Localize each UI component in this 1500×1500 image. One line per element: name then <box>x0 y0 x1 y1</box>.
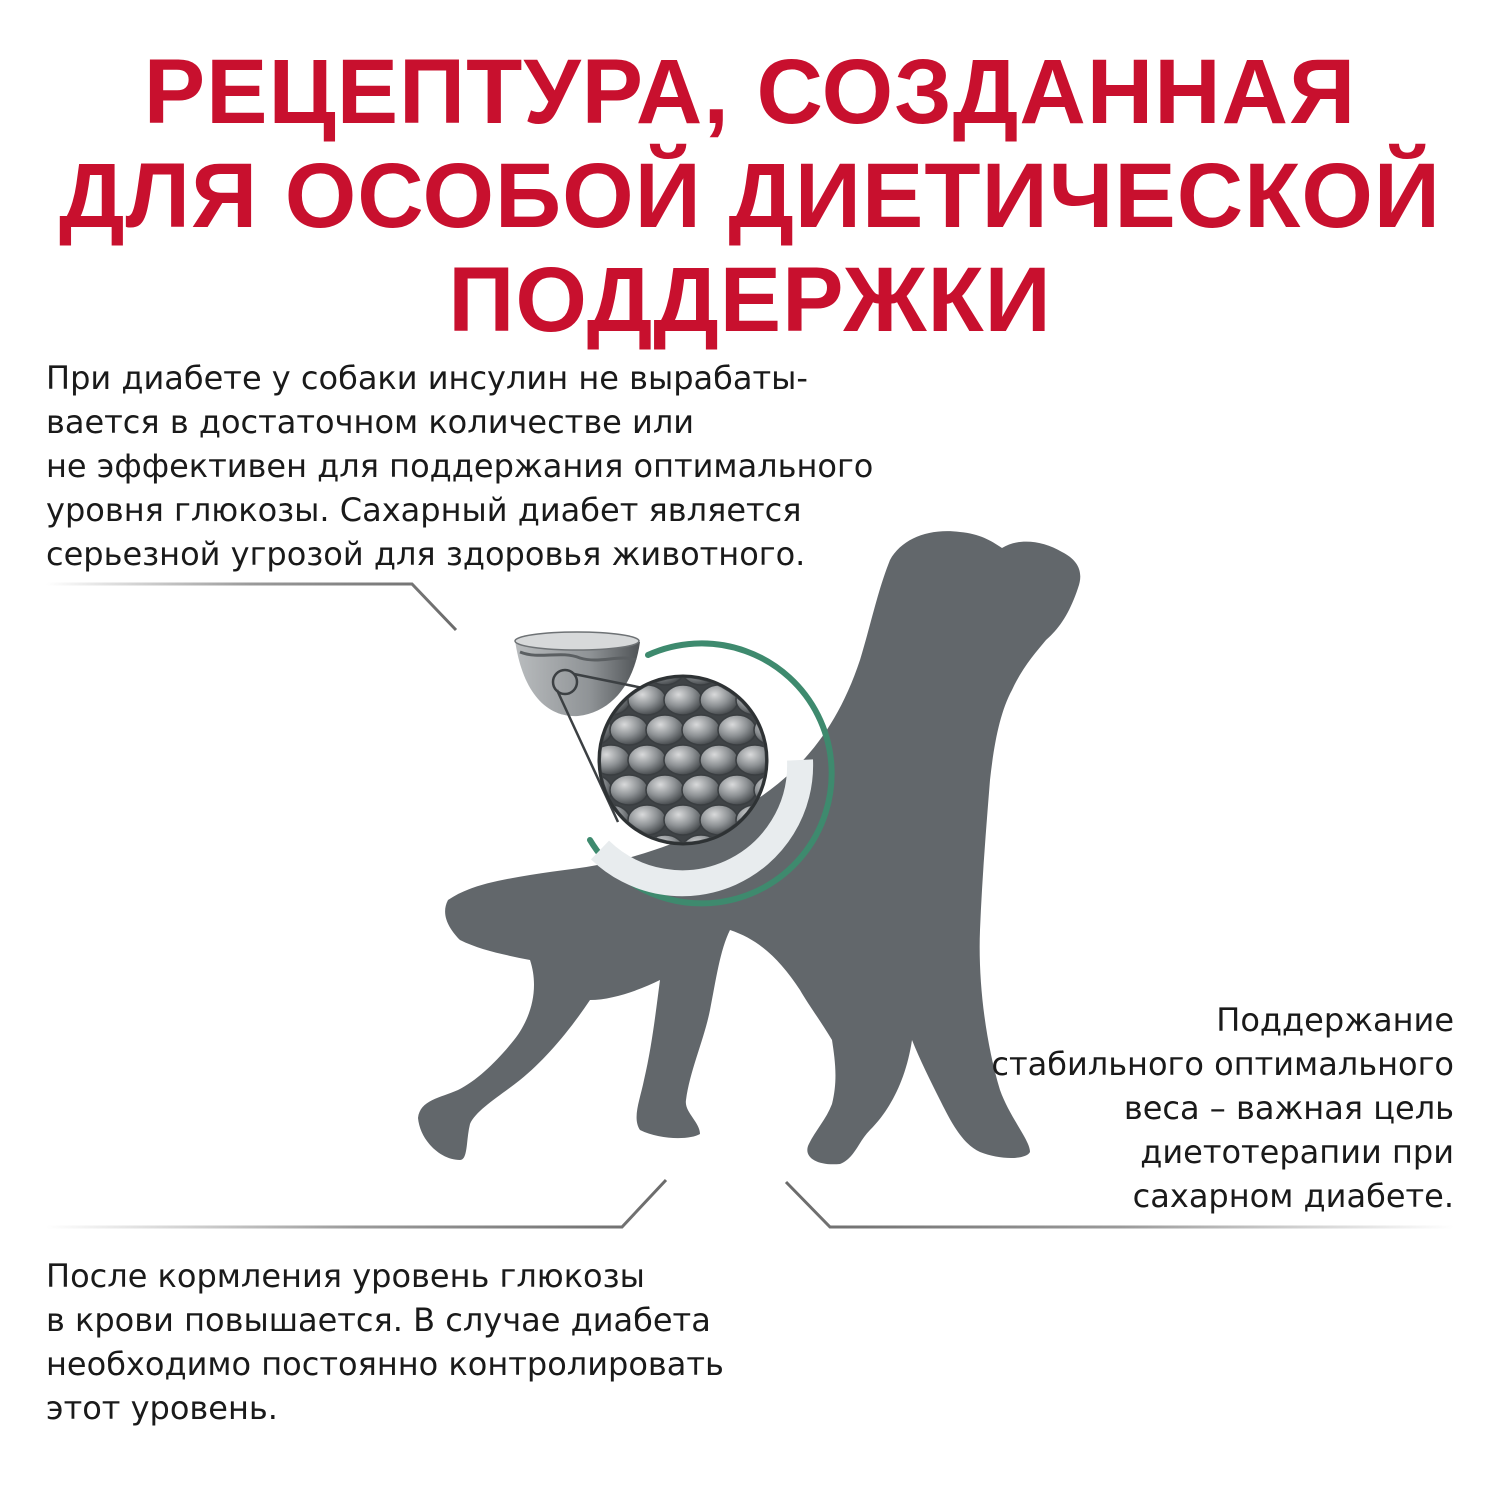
text-line: При диабете у собаки инсулин не вырабаты- <box>46 359 808 397</box>
text-line: не эффективен для поддержания оптимального <box>46 447 874 485</box>
granule <box>808 625 846 655</box>
granule <box>718 775 756 805</box>
granule <box>682 715 720 745</box>
granule <box>628 805 666 835</box>
text-line: необходимо постоянно контролировать <box>46 1345 724 1383</box>
text-line: сахарном диабете. <box>1132 1177 1454 1215</box>
granule <box>610 775 648 805</box>
granule <box>718 715 756 745</box>
granule <box>664 805 702 835</box>
text-line: стабильного оптимального <box>991 1045 1454 1083</box>
text-line: Поддержание <box>1216 1001 1454 1039</box>
glucose-control-text <box>46 1254 724 1430</box>
granule <box>664 685 702 715</box>
granule <box>682 775 720 805</box>
callout-top-left <box>46 584 456 630</box>
granule <box>628 745 666 775</box>
text-line: диетотерапии при <box>1140 1133 1454 1171</box>
granule <box>646 715 684 745</box>
granule <box>664 625 702 655</box>
granule <box>520 805 558 835</box>
text-line: серьезной угрозой для здоровья животного. <box>46 535 806 573</box>
granule <box>556 805 594 835</box>
granule <box>628 685 666 715</box>
headline-line-1: РЕЦЕПТУРА, СОЗДАННАЯ <box>143 41 1357 143</box>
granule <box>772 625 810 655</box>
granule <box>664 745 702 775</box>
text-line: уровня глюкозы. Сахарный диабет является <box>46 491 802 529</box>
granule <box>700 745 738 775</box>
granule <box>718 655 756 685</box>
granule <box>538 775 576 805</box>
headline-line-3: ПОДДЕРЖКИ <box>448 249 1052 351</box>
text-line: После кормления уровень глюкозы <box>46 1257 645 1295</box>
text-line: в крови повышается. В случае диабета <box>46 1301 711 1339</box>
granule <box>538 835 576 865</box>
granule <box>700 625 738 655</box>
granule <box>646 775 684 805</box>
granule <box>520 745 558 775</box>
text-line: веса – важная цель <box>1123 1089 1454 1127</box>
headline-line-2: ДЛЯ ОСОБОЙ ДИЕТИЧЕСКОЙ <box>58 145 1442 247</box>
text-line: вается в достаточном количестве или <box>46 403 695 441</box>
granule <box>610 715 648 745</box>
weight-support-text <box>991 998 1454 1218</box>
callout-bottom-left <box>46 1180 666 1227</box>
granule <box>700 685 738 715</box>
diabetes-intro-text <box>46 356 873 576</box>
text-line: этот уровень. <box>46 1389 278 1427</box>
